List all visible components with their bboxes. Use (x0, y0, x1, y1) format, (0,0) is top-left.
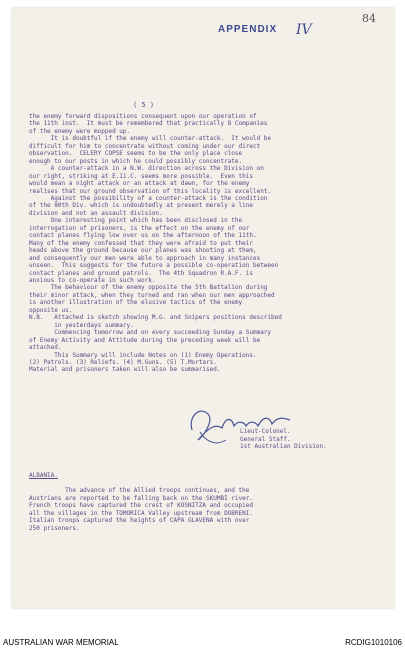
albania-line: all the villages in the TOMORICA Valley upstream from DOBRENI. (29, 509, 253, 517)
body-line: is another illustration of the elusive tactics of the enemy (29, 299, 243, 307)
body-line: It is doubtful if the enemy will counter-attack. It would be (29, 135, 272, 143)
appendix-stamp: APPENDIX (218, 24, 278, 35)
body-line: attached. (29, 344, 62, 352)
body-line: heads above the ground because our planes was shooting at them, (29, 247, 257, 255)
signature-line: 1st Australian Division. (240, 443, 327, 450)
body-line: of the 80th Div. which is undoubtedly at present merely a line (29, 202, 253, 210)
body-line: our right, striking at E.11.C. seems more possible. Even this (29, 172, 253, 180)
body-line: A counter-attack in a N.W. direction across the Division on (29, 165, 264, 173)
albania-line: Austrians are reported to be falling back on the SKUMBI river. (29, 494, 253, 502)
report-body (29, 113, 379, 374)
body-line: N.B. Attached is sketch showing M.G. and Snipers positions described (29, 314, 282, 322)
handwritten-appendix-number: IV (296, 22, 312, 38)
signature-line: Lieut-Colonel. (240, 428, 291, 435)
body-line: Material and prisoners taken will also be summarised. (29, 366, 221, 374)
body-line: division and not an assault division. (29, 209, 163, 217)
albania-heading: ALBANIA. (29, 472, 58, 479)
body-line: contact planes flying low over us on the afternoon of the 11th. (29, 232, 257, 240)
albania-line: Italian troops captured the heights of CAPA GLAVENA with over (29, 517, 250, 524)
body-line: One interesting point which has been disclosed in the (29, 217, 243, 225)
body-line: the enemy forward dispositions consequent upon our operation of (29, 113, 257, 120)
signature-block (240, 428, 327, 451)
body-line: unseen. This suggests for the future a possible co-operation between (29, 262, 279, 270)
body-line: opposite us. (29, 306, 73, 314)
signature-line: General Staff. (240, 435, 291, 443)
body-line: Against the possibility of a counter-attack is the condition (29, 194, 268, 202)
folio-number: 84 (362, 12, 376, 25)
body-line: The behaviour of the enemy opposite the 5th Battalion during (29, 284, 268, 292)
albania-section (29, 487, 379, 532)
body-line: (2) Patrols. (3) Reliefs. (4) M.Guns. (5) T.Mortars. (29, 358, 217, 366)
body-line: in yesterdays summary. (29, 321, 134, 329)
body-line: observation. CELERY COPSE seems to be the only place close (29, 150, 243, 158)
body-line: of Enemy Activity and Attitude during the preceding week will be (29, 336, 261, 344)
body-line: their minor attack, when they turned and ran when our men approached (29, 291, 275, 299)
albania-line: 250 prisoners. (29, 524, 80, 532)
body-line: Commencing tomorrow and on every succeeding Sunday a Summary (29, 329, 272, 337)
page-number: ( 5 ) (133, 101, 155, 109)
body-line: interrogation of prisoners, is the effect on the enemy of our (29, 224, 250, 232)
footer-document-id: RCDIG1010106 (345, 638, 402, 647)
body-line: the 11th inst. It must be remembered that practically 8 Companies (29, 120, 268, 128)
body-line: would mean a night attack or an attack at dawn, for the enemy (29, 180, 250, 188)
footer-archive-name: AUSTRALIAN WAR MEMORIAL (3, 638, 119, 647)
albania-line: The advance of the Allied troops continues, and the (29, 487, 250, 494)
body-line: difficult for him to concentrate without coming under our direct (29, 142, 261, 150)
body-line: This Summary will include Notes on (1) Enemy Operations. (29, 351, 257, 359)
body-line: realises that our ground observation of this locality is excellent. (29, 187, 272, 195)
body-line: contact planes and ground patrols. The 4th Squadron R.A.F. is (29, 269, 253, 277)
body-line: and consequently our men were able to approach in many instances (29, 254, 261, 262)
body-line: Many of the enemy confessed that they were afraid to put their (29, 239, 253, 247)
body-line: enough to our posts in which he could possibly concentrate. (29, 157, 243, 165)
body-line: of the enemy were mopped up. (29, 127, 131, 135)
albania-line: French troops have captured the crest of KOSNITZA and occupied (29, 502, 253, 509)
body-line: anxious to co-operate in such work. (29, 276, 156, 284)
